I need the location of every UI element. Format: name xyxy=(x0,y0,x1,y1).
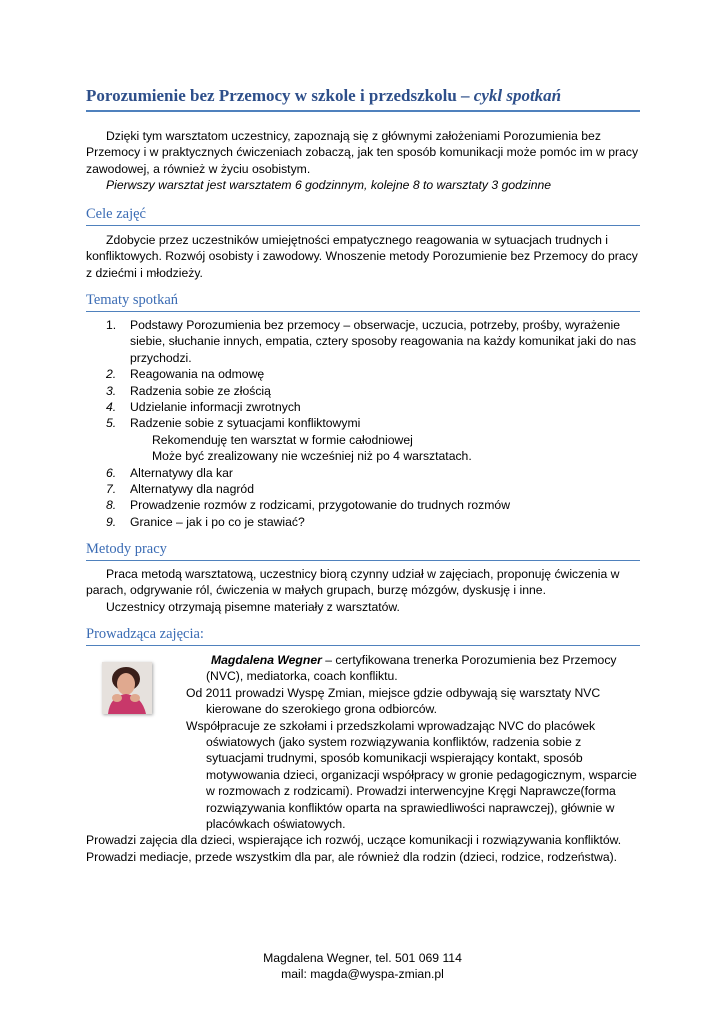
list-number: 5. xyxy=(106,416,117,431)
intro-paragraph: Dzięki tym warsztatom uczestnicy, zapoznają się z głównymi założeniami Porozumienia bez Przemocy i w praktycznych ćwiczeniach zobaczą, jak ten sposób komunikacji może pomóc im w pracy zawodowej, a również w życiu osobistym. xyxy=(86,129,639,176)
goals-section xyxy=(86,232,640,281)
topic-note: Może być zrealizowany nie wcześniej niż po 4 warsztatach. xyxy=(152,449,472,464)
methods-section xyxy=(86,566,640,615)
list-text: Reagowania na odmowę xyxy=(130,367,265,382)
list-item xyxy=(86,366,640,382)
heading-methods: Metody pracy xyxy=(86,541,640,561)
footer-contact: Magdalena Wegner, tel. 501 069 114 xyxy=(263,951,462,965)
list-number: 7. xyxy=(106,482,117,497)
list-number: 4. xyxy=(106,400,117,415)
trainer-bio-paragraph: Współpracuje ze szkołami i przedszkolami wprowadzając NVC do placówek oświatowych (jako system rozwiązywania konfliktów, radzenia sobie z sytuacjami trudnymi, sposób komunikacji wspierający kontakt, sposób motywowania dzieci, organizacji współpracy w gronie pedagogicznym, wsparcie w rozmowach z rodzicami). Prowadzi interwencyjne Kręgi Naprawcze(forma rozwiązywania konfliktów oparta na sprawiedliwości naprawczej), głównie w placówkach oświatowych. xyxy=(186,718,637,832)
list-item xyxy=(86,415,640,431)
trainer-bio-paragraph: Prowadzi zajęcia dla dzieci, wspierające ich rozwój, uczące komunikacji i rozwiązywania konfliktów. xyxy=(86,833,622,848)
trainer-bio-paragraph: Od 2011 prowadzi Wyspę Zmian, miejsce gdzie odbywają się warsztaty NVC kierowane do szerokiego grona odbiorców. xyxy=(186,685,601,717)
list-number: 8. xyxy=(106,498,117,513)
list-number: 2. xyxy=(106,367,117,382)
heading-trainer: Prowadząca zajęcia: xyxy=(86,626,640,646)
goals-paragraph: Zdobycie przez uczestników umiejętności empatycznego reagowania w sytuacjach trudnych i konfliktowych. Rozwój osobisty i zawodowy. Wnoszenie metody Porozumienie bez Przemocy do pracy z dziećmi i młodzieży. xyxy=(86,233,638,280)
title-italic: cykl spotkań xyxy=(473,86,562,105)
topics-list-continued xyxy=(86,465,640,531)
list-number: 1. xyxy=(106,318,117,332)
list-number: 3. xyxy=(106,383,117,398)
list-item xyxy=(86,481,640,497)
trainer-bio-text: – certyfikowana trenerka Porozumienia bez Przemocy (NVC), mediatorka, coach konfliktu. xyxy=(206,653,617,684)
methods-paragraph: Uczestnicy otrzymają pisemne materiały z warsztatów. xyxy=(106,599,400,614)
trainer-bio xyxy=(86,652,640,865)
list-text: Alternatywy dla nagród xyxy=(130,482,254,497)
list-text: Udzielanie informacji zwrotnych xyxy=(130,400,301,415)
topics-section xyxy=(86,317,640,530)
list-text: Granice – jak i po co je stawiać? xyxy=(130,514,305,529)
methods-paragraph: Praca metodą warsztatową, uczestnicy biorą czynny udział w zajęciach, proponuję ćwiczenia w parach, odgrywanie ról, ćwiczenia w małych grupach, burzę mózgów, dyskusję i inne. xyxy=(86,567,620,598)
topics-list xyxy=(86,317,640,432)
heading-goals: Cele zajęć xyxy=(86,206,640,226)
list-text: Radzenie sobie z sytuacjami konfliktowymi xyxy=(130,416,361,431)
trainer-bio-intro xyxy=(86,652,640,685)
list-item xyxy=(86,317,640,366)
list-number: 6. xyxy=(106,465,117,480)
intro-section xyxy=(86,128,640,194)
topic-note: Rekomenduję ten warsztat w formie całodniowej xyxy=(152,432,413,447)
heading-topics: Tematy spotkań xyxy=(86,292,640,312)
list-number: 9. xyxy=(106,514,117,529)
footer-email: mail: magda@wyspa-zmian.pl xyxy=(281,967,444,982)
list-item xyxy=(86,514,640,530)
trainer-name: Magdalena Wegner xyxy=(211,653,322,667)
title-main: Porozumienie bez Przemocy w szkole i przedszkolu – xyxy=(86,86,474,105)
list-item xyxy=(86,399,640,415)
document-title xyxy=(86,86,640,112)
page-footer xyxy=(0,950,725,983)
list-item xyxy=(86,497,640,513)
list-text: Podstawy Porozumienia bez przemocy – obserwacje, uczucia, potrzeby, prośby, wyrażenie siebie, słuchanie innych, empatia, cztery sposoby reagowania na każdy komunikat jaki do nas przychodzi. xyxy=(130,318,637,365)
list-text: Prowadzenie rozmów z rodzicami, przygotowanie do trudnych rozmów xyxy=(130,498,511,513)
intro-note: Pierwszy warsztat jest warsztatem 6 godzinnym, kolejne 8 to warsztaty 3 godzinne xyxy=(106,178,552,193)
list-text: Radzenia sobie ze złością xyxy=(130,383,271,398)
list-item xyxy=(86,383,640,399)
list-item xyxy=(86,465,640,481)
trainer-bio-paragraph: Prowadzi mediacje, przede wszystkim dla par, ale również dla rodzin (dzieci, rodzice, rodzeństwa). xyxy=(86,849,618,864)
list-text: Alternatywy dla kar xyxy=(130,465,233,480)
